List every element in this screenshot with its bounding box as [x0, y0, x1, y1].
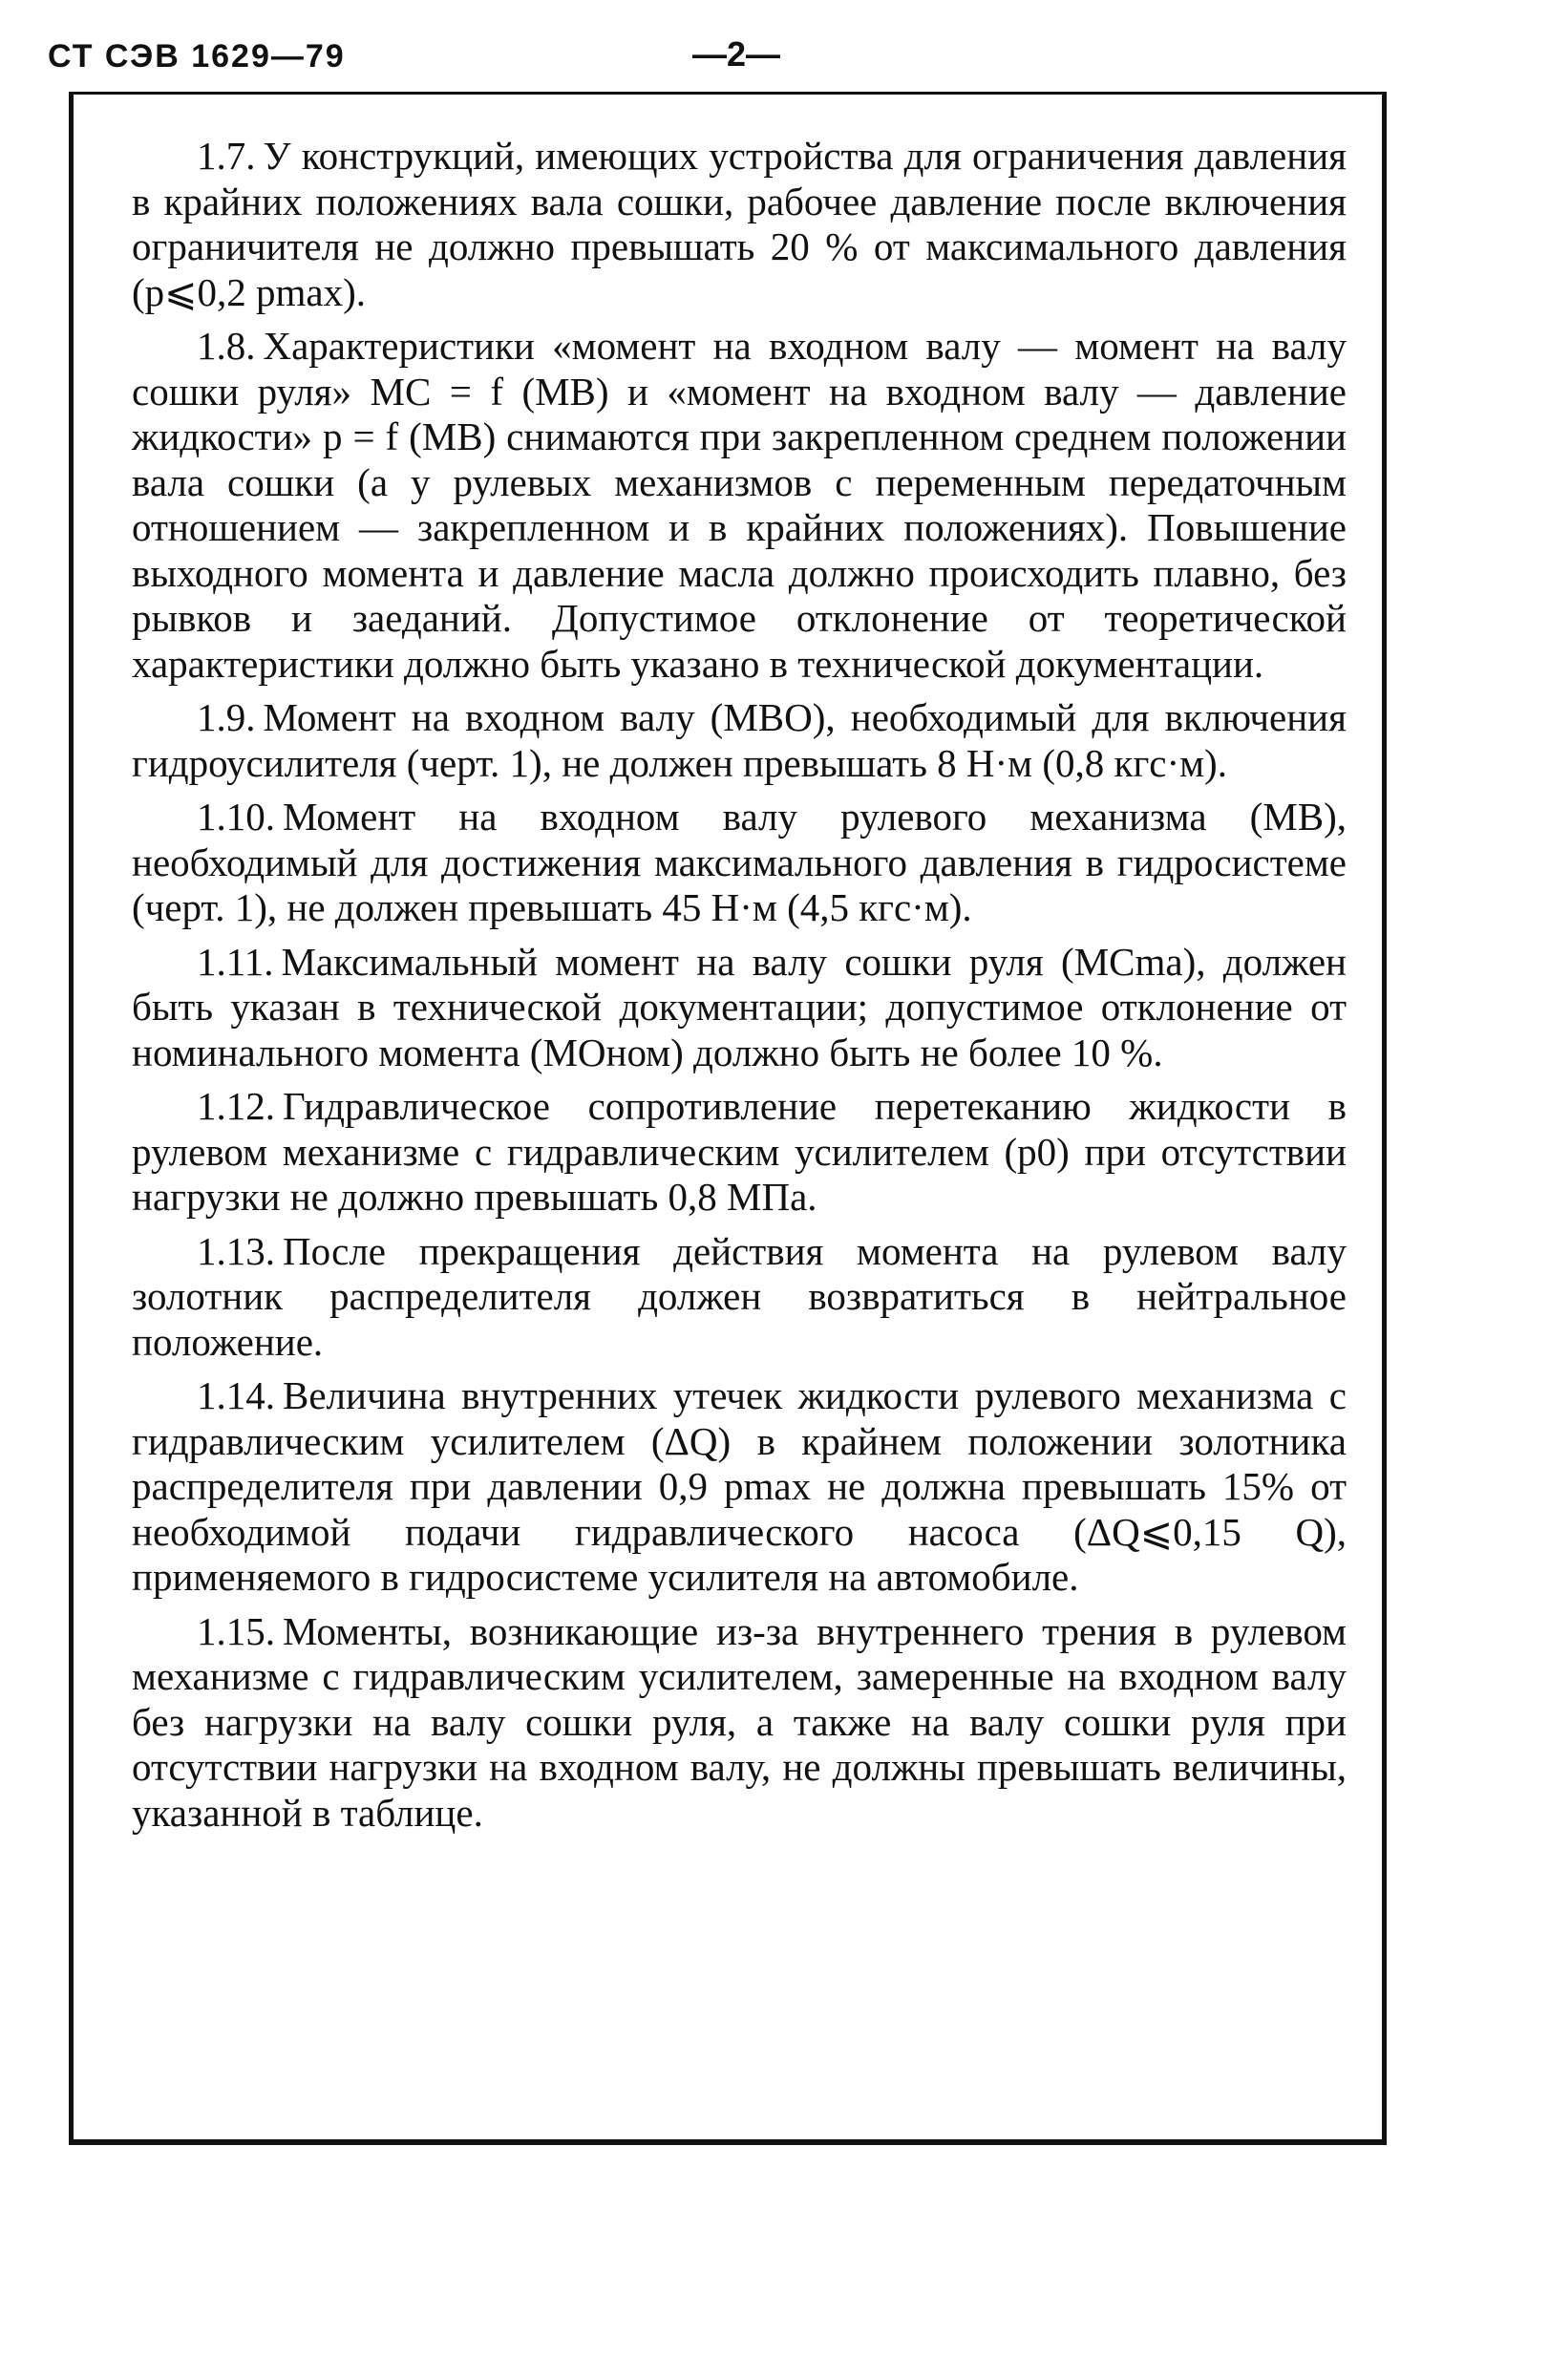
paragraph-text: Моменты, возникающие из-за внутреннего трения в рулевом механизме с гидравлическим усилителем, замеренные на входном валу без нагрузки на валу сошки руля, а также на валу сошки руля при отсутствии нагрузки на входном валу, не должны превышать величины, указанной в таблице.	[132, 1608, 1347, 1835]
paragraph-1-10	[132, 795, 1347, 931]
paragraph-number: 1.14.	[197, 1373, 275, 1417]
paragraph-number: 1.8.	[197, 324, 256, 368]
paragraph-1-15	[132, 1609, 1347, 1837]
paragraph-text: Характеристики «момент на входном валу — момент на валу сошки руля» MC = f (MB) и «момент на входном валу — давление жидкости» p = f (MB) снимаются при закрепленном среднем положении вала сошки (а у рулевых механизмов с переменным передаточным отношением — закрепленном и в крайних положениях). Повышение выходного момента и давление масла должно происходить плавно, без рывков и заеданий. Допустимое отклонение от теоретической характеристики должно быть указано в технической документации.	[132, 324, 1347, 686]
paragraph-text: У конструкций, имеющих устройства для ограничения давления в крайних положениях вала сошки, рабочее давление после включения ограничителя не должно превышать 20 % от максимального давления (p⩽0,2 pmax).	[132, 134, 1347, 314]
paragraph-text: После прекращения действия момента на рулевом валу золотник распределителя должен возвратиться в нейтральное положение.	[132, 1228, 1347, 1364]
document-body	[132, 134, 1347, 1844]
paragraph-text: Величина внутренних утечек жидкости рулевого механизма с гидравлическим усилителем (ΔQ) в крайнем положении золотника распределителя при давлении 0,9 pmax не должна превышать 15% от необходимой подачи гидравлического насоса (ΔQ⩽0,15 Q), применяемого в гидросистеме усилителя на автомобиле.	[132, 1373, 1347, 1599]
paragraph-number: 1.10.	[197, 795, 275, 839]
paragraph-number: 1.11.	[197, 939, 274, 984]
paragraph-number: 1.13.	[197, 1228, 275, 1273]
page-number: —2—	[692, 34, 781, 74]
paragraph-1-12	[132, 1084, 1347, 1221]
paragraph-1-8	[132, 324, 1347, 687]
paragraph-text: Момент на входном валу рулевого механизма (MB), необходимый для достижения максимального давления в гидросистеме (черт. 1), не должен превышать 45 Н·м (4,5 кгс·м).	[132, 795, 1347, 929]
paragraph-text: Момент на входном валу (MBO), необходимый для включения гидроусилителя (черт. 1), не должен превышать 8 Н·м (0,8 кгс·м).	[132, 695, 1347, 785]
paragraph-1-11	[132, 940, 1347, 1076]
paragraph-1-9	[132, 695, 1347, 786]
paragraph-text: Максимальный момент на валу сошки руля (MCma), должен быть указан в технической документации; допустимое отклонение от номинального момента (MOном) должно быть не более 10 %.	[132, 939, 1347, 1074]
paragraph-number: 1.7.	[197, 134, 256, 178]
paragraph-number: 1.12.	[197, 1084, 275, 1128]
paragraph-number: 1.9.	[197, 695, 256, 739]
paragraph-number: 1.15.	[197, 1608, 275, 1653]
paragraph-text: Гидравлическое сопротивление перетеканию жидкости в рулевом механизме с гидравлическим усилителем (p0) при отсутствии нагрузки не должно превышать 0,8 МПа.	[132, 1084, 1347, 1219]
standard-designation: СТ СЭВ 1629—79	[48, 38, 346, 74]
paragraph-1-7	[132, 134, 1347, 315]
paragraph-1-13	[132, 1229, 1347, 1366]
paragraph-1-14	[132, 1373, 1347, 1601]
